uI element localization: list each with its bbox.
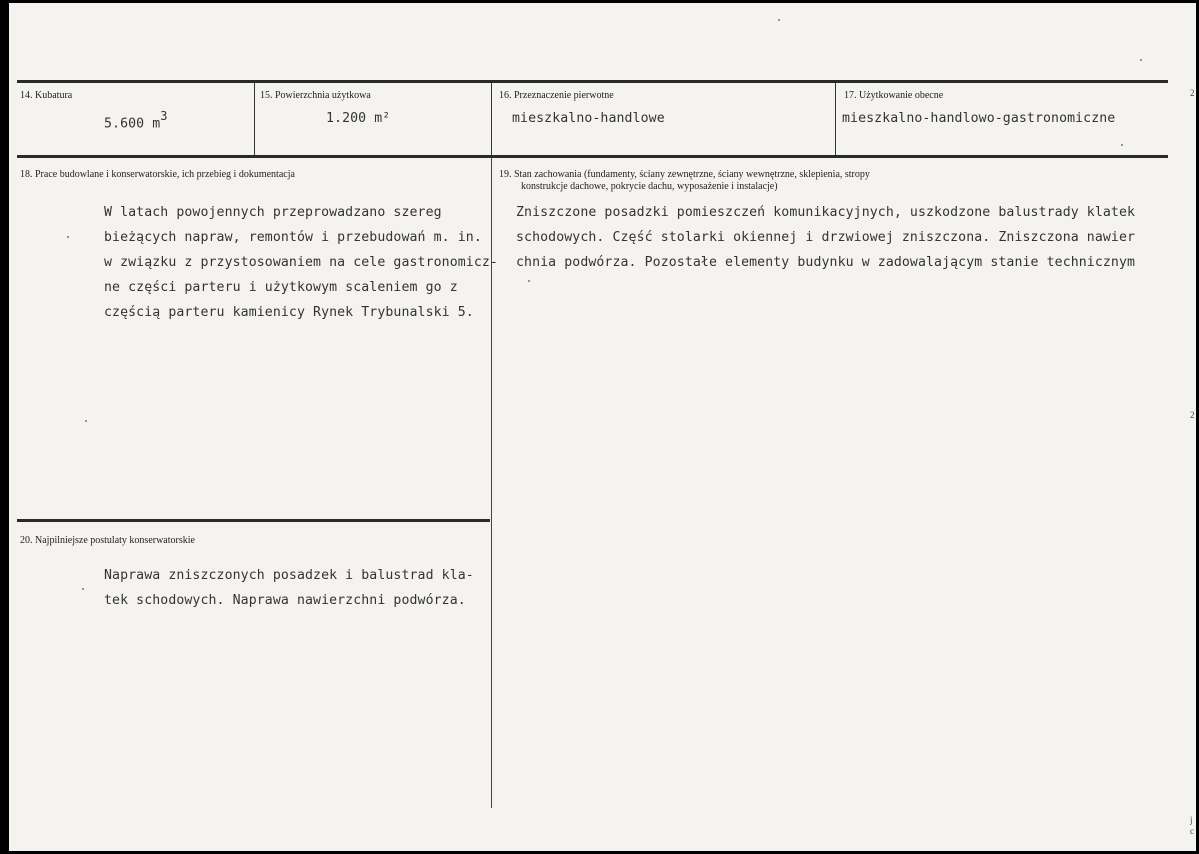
field-14-value [104,111,168,131]
paper-speck [85,420,87,422]
divider-16-17 [835,83,836,155]
field-16-label: 16. Przeznaczenie pierwotne [499,90,614,101]
field-20-line: Naprawa zniszczonych posadzek i balustrad kla- [104,568,474,583]
field-19-line: Zniszczone posadzki pomieszczeń komunikacyjnych, uszkodzone balustrady klatek [516,205,1136,220]
field-16-value: mieszkalno-handlowe [512,111,665,126]
field-18-line: W latach powojennych przeprowadzano szereg [104,205,442,220]
field-19-label-line2: konstrukcje dachowe, pokrycie dachu, wyposażenie i instalacje) [521,181,778,192]
margin-mark: 2 [1190,410,1195,420]
field-19-line: schodowych. Część stolarki okiennej i drzwiowej zniszczona. Zniszczona nawier [516,230,1136,245]
field-14-label: 14. Kubatura [20,90,73,101]
paper-speck [67,236,69,238]
form-sheet [9,3,1196,851]
margin-mark: c [1190,826,1194,836]
field-18-line: częścią parteru kamienicy Rynek Trybunalski 5. [104,305,474,320]
paper-speck [1121,144,1123,146]
paper-speck [778,19,780,21]
field-14-unit: m [152,116,161,132]
field-20-line: tek schodowych. Naprawa nawierzchni podwórza. [104,593,466,608]
field-19-label-line1: 19. Stan zachowania (fundamenty, ściany zewnętrzne, ściany wewnętrzne, sklepienia, stropy [499,169,870,180]
field-18-line: w związku z przystosowaniem na cele gastronomicz- [104,255,498,270]
field-15-value: 1.200 m² [326,111,391,126]
paper-speck [528,280,530,282]
field-14-number: 5.600 [104,116,145,132]
divider-14-15 [254,83,255,155]
field-17-value: mieszkalno-handlowo-gastronomiczne [842,111,1116,126]
rule-top [17,80,1168,83]
paper-speck [82,588,84,590]
margin-mark: j [1190,815,1193,825]
field-18-label: 18. Prace budowlane i konserwatorskie, ich przebieg i dokumentacja [20,169,295,180]
field-19-line: chnia podwórza. Pozostałe elementy budynku w zadowalającym stanie technicznym [516,255,1136,270]
field-17-label: 17. Użytkowanie obecne [844,90,944,101]
field-18-line: ne części parteru i użytkowym scaleniem go z [104,280,458,295]
rule-section-20 [17,519,490,522]
field-14-exponent: 3 [160,109,168,123]
margin-mark: 2 [1190,88,1195,98]
divider-15-16 [491,83,492,155]
rule-middle [17,155,1168,158]
field-15-label: 15. Powierzchnia użytkowa [260,90,371,101]
paper-speck [1140,59,1142,61]
field-20-label: 20. Najpilniejsze postulaty konserwatorskie [20,535,195,546]
field-18-line: bieżących napraw, remontów i przebudowań m. in. [104,230,482,245]
